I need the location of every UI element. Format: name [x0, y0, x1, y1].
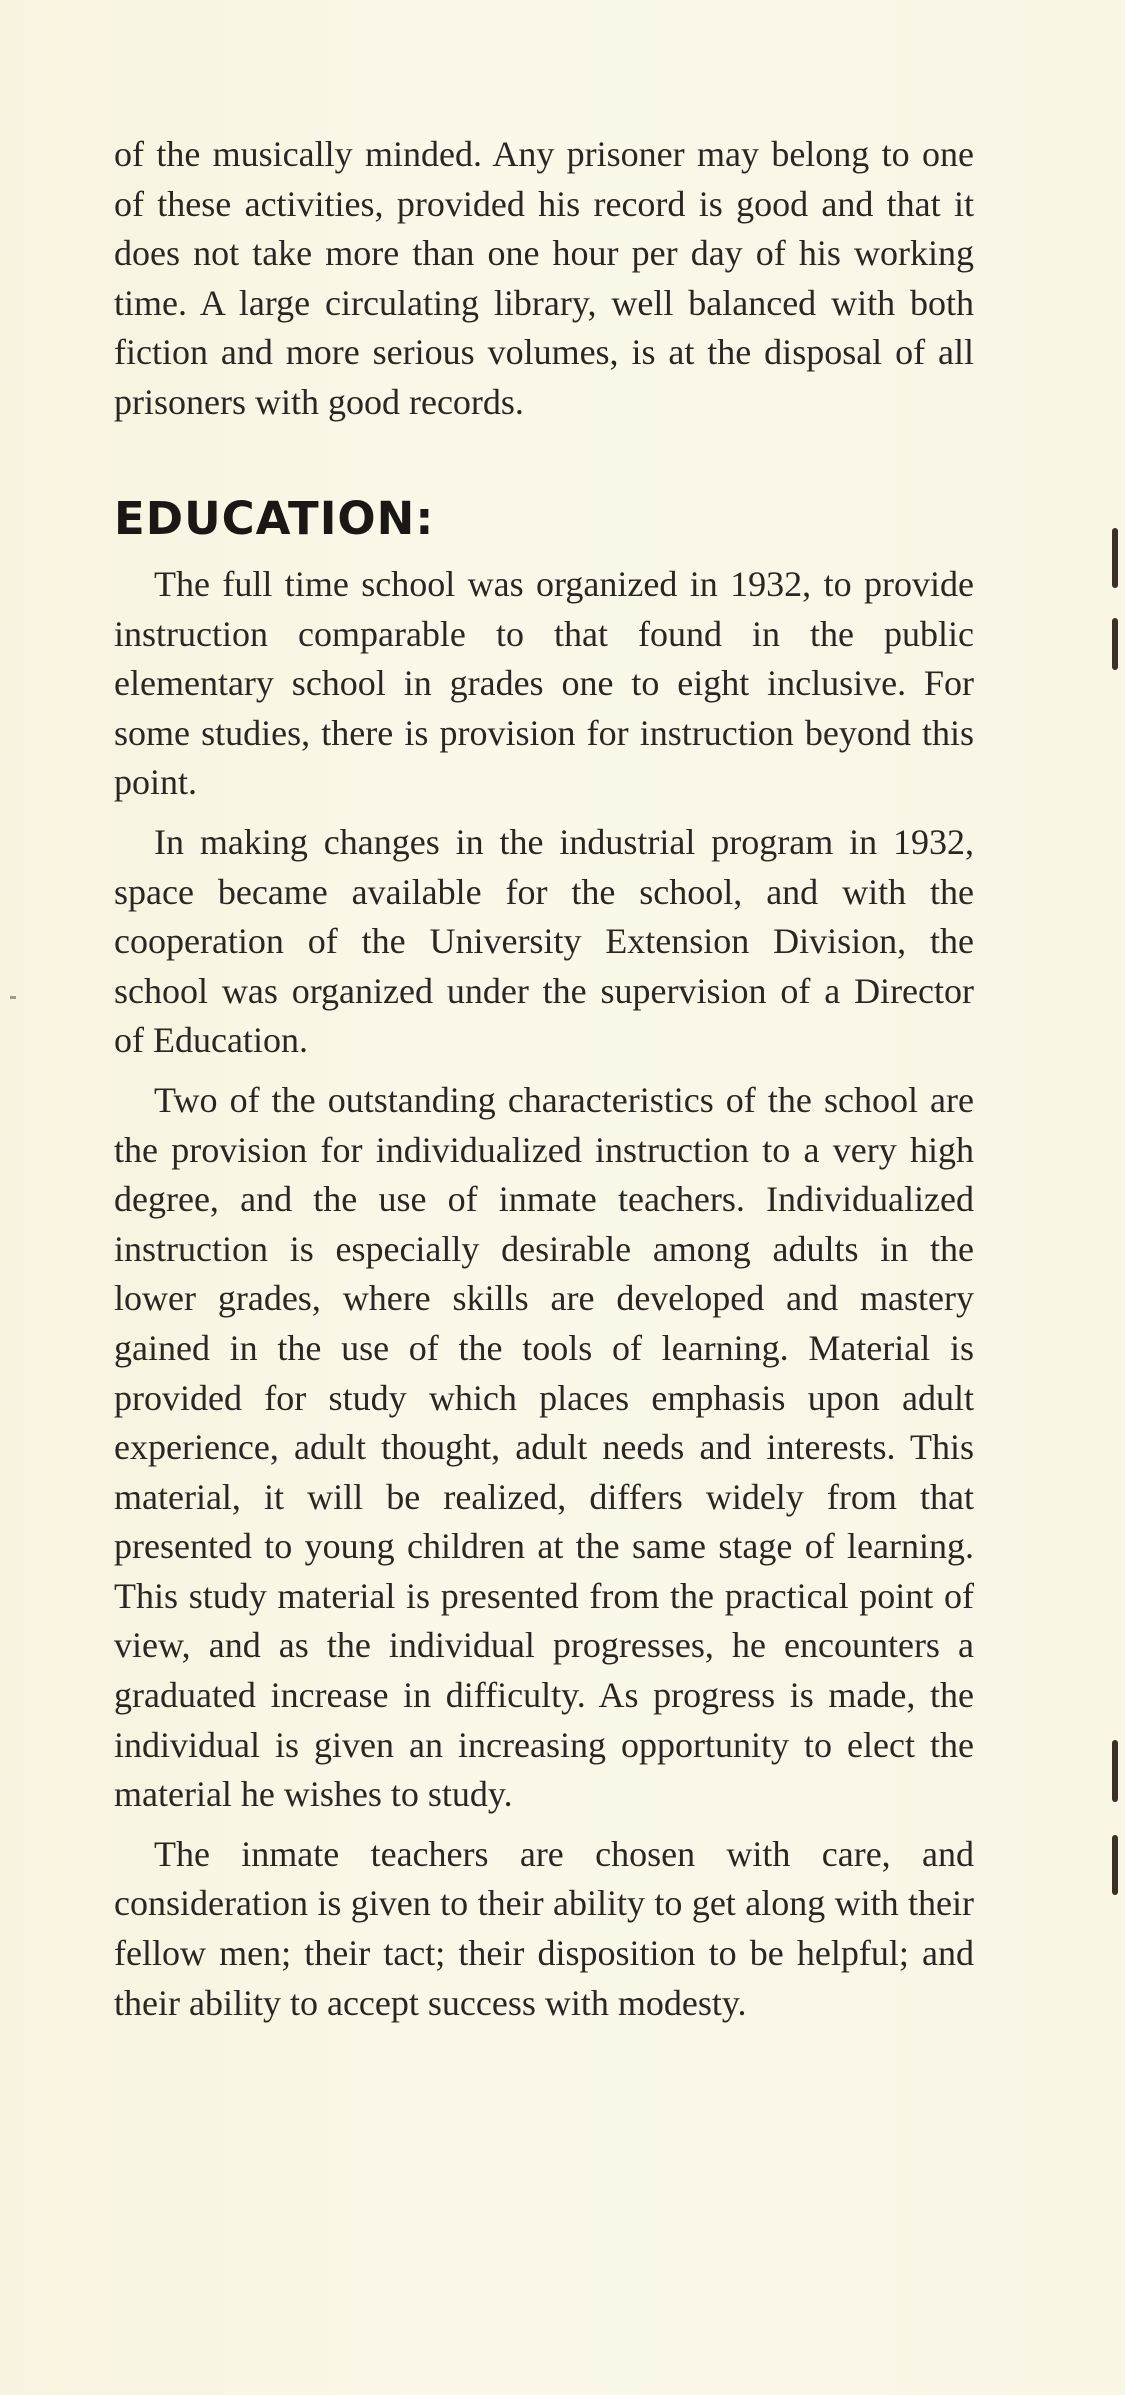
document-body [114, 130, 974, 428]
binding-mark [1112, 1835, 1118, 1895]
margin-tick [10, 996, 16, 999]
paragraph-1: The full time school was organized in 1932, to provide instruction comparable to that found in the public elementary school in grades one to eight inclusive. For some studies, there is provision for instruction beyond this point. [114, 564, 974, 803]
binding-mark [1112, 528, 1118, 588]
education-section [114, 560, 974, 2028]
paragraph-4: The inmate teachers are chosen with care, and consideration is given to their ability to get along with their fellow men; their tact; their disposition to be helpful; and their ability to accept success with modesty. [114, 1833, 974, 2023]
section-heading: EDUCATION: [114, 492, 435, 545]
intro-paragraph: of the musically minded. Any prisoner may belong to one of these activities, provided his record is good and that it does not take more than one hour per day of his working time. A large circulating library, well balanced with both fiction and more serious volumes, is at the disposal of all prisoners with good records. [114, 134, 974, 422]
paragraph-2: In making changes in the industrial program in 1932, space became available for the school, and with the cooperation of the University Extension Division, the school was organized under the supervision of a Director of Education. [114, 821, 974, 1061]
paragraph-3: Two of the outstanding characteristics of the school are the provision for individualized instruction to a very high degree, and the use of inmate teachers. Individualized instruction is especially desirable among adults in the lower grades, where skills are developed and mastery gained in the use of the tools of learning. Material is provided for study which places emphasis upon adult experience, adult thought, adult needs and interests. This material, it will be realized, differs widely from that presented to young children at the same stage of learning. This study material is presented from the practical point of view, and as the individual progresses, he encounters a graduated increase in difficulty. As progress is made, the individual is given an increasing opportunity to elect the material he wishes to study. [114, 1079, 974, 1815]
binding-mark [1112, 1740, 1118, 1802]
binding-mark [1112, 618, 1118, 670]
